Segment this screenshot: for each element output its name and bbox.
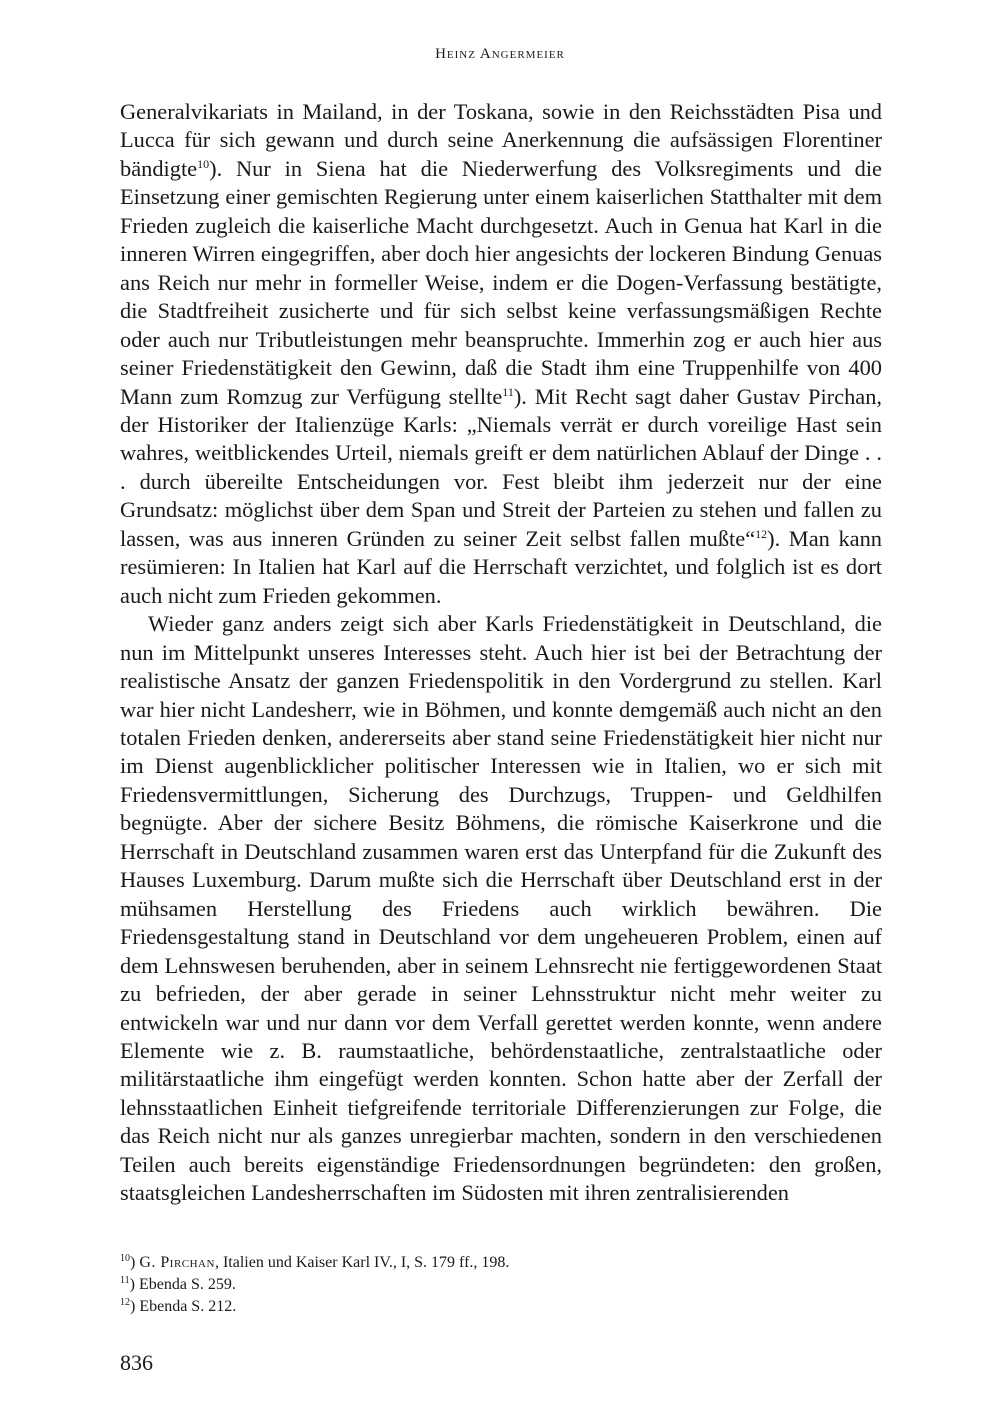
text-run: ). Man kann resümieren: In Italien hat Karl auf die Herrschaft verzichtet, und folglich ist es dort auch nicht zum Frieden gekommen. [120,525,882,608]
paragraph [120,610,882,1208]
footnote-number: 11 [120,1275,130,1286]
footnote: $^{10}$) G. Pirchan, Italien und Kaiser Karl IV., I, S. 179 ff., 198. [120,1253,510,1271]
footnote-text: Ebenda S. 259. [138,1276,236,1293]
footnote-number: 12 [120,1297,130,1308]
running-head: Heinz Angermeier [435,46,565,62]
page-number: 836 [120,1350,153,1375]
footnote-text: , Italien und Kaiser Karl IV., I, S. 179 ff., 198. [214,1254,510,1271]
footnotes [120,1252,880,1318]
footnote-ref-11: 11 [502,384,514,399]
body-text [120,98,882,1208]
footnote-author: G. Pirchan [139,1254,215,1271]
footnote-ref-10: 10 [197,156,210,171]
paragraph [120,98,882,610]
footnote: $^{11}$) Ebenda S. 259. [120,1275,236,1293]
footnote-number: 10 [120,1253,130,1264]
footnote: $^{12}$) Ebenda S. 212. [120,1297,237,1315]
text-run: ). Mit Recht sagt daher Gustav Pirchan, der Historiker der Italienzüge Karls: „Niemals verrät er durch voreilige Hast sein wahres, weitblickendes Urteil, niemals greift er dem natürlichen Ablauf der Dinge . . . durch übereilte Entscheidungen vor. Fest bleibt ihm jederzeit nur der eine Grundsatz: möglichst über dem Span und Streit der Parteien zu stehen und fallen zu lassen, was aus inneren Gründen zu seiner Zeit selbst fallen mußte“ [120,383,882,551]
text-run: ). Nur in Siena hat die Niederwerfung des Volksregiments und die Einsetzung einer gemischten Regierung unter einem kaiserlichen Statthalter mit dem Frieden zugleich die kaiserliche Macht durchgesetzt. Auch in Genua hat Karl in die inneren Wirren eingegriffen, aber doch hier angesichts der lockeren Bindung Genuas ans Reich nur mehr in formeller Weise, indem er die Dogen-Verfassung bestätigte, die Stadtfreiheit zusicherte und für sich selbst keine verfassungsmäßigen Rechte oder auch nur Tributleistungen mehr beanspruchte. Immerhin zog er auch hier aus seiner Friedenstätigkeit den Gewinn, daß die Stadt ihm eine Truppenhilfe von 400 Mann zum Romzug zur Verfügung stellte [120,155,882,409]
footnote-text: Ebenda S. 212. [139,1298,237,1315]
footnote-ref-12: 12 [755,526,768,541]
text-run: Generalvikariats in Mailand, in der Toskana, sowie in den Reichsstädten Pisa und Lucca für sich gewann und durch seine Anerkennung die aufsässigen Florentiner bändigte [120,99,882,181]
text-run: Wieder ganz anders zeigt sich aber Karls Friedenstätigkeit in Deutschland, die nun im Mittelpunkt unseres Interesses steht. Auch hier ist bei der Betrachtung der realistische Ansatz der ganzen Friedenspolitik in den Vordergrund zu stellen. Karl war hier nicht Landesherr, wie in Böhmen, und konnte demgemäß auch nicht an den totalen Frieden denken, andererseits aber stand seine Friedenstätigkeit hier nicht nur im Dienst augenblicklicher politischer Interessen wie in Italien, wo er sich mit Friedensvermittlungen, Sicherung des Durchzugs, Truppen- und Geldhilfen begnügte. Aber der sichere Besitz Böhmens, die römische Kaiserkrone und die Herrschaft in Deutschland zusammen waren erst das Unterpfand für die Zukunft des Hauses Luxemburg. Darum mußte sich die Herrschaft über Deutschland erst in der mühsamen Herstellung des Friedens auch wirklich bewähren. Die Friedensgestaltung stand in Deutschland vor dem ungeheueren Problem, einen auf dem Lehnswesen beruhenden, aber in seinem Lehnsrecht nie fertiggewordenen Staat zu befrieden, der aber gerade in seiner Lehnsstruktur nicht mehr weiter zu entwickeln war und nur dann vor dem Verfall gerettet werden konnte, wenn andere Elemente wie z. B. raumstaatliche, behördenstaatliche, zentralstaatliche oder militärstaatliche ihm eingefügt werden konnten. Schon hatte aber der Zerfall der lehnsstaatlichen Einheit tiefgreifende territoriale Differenzierungen zur Folge, die das Reich nicht nur als ganzes unregierbar machten, sondern in den verschiedenen Teilen auch bereits eigenständige Friedensordnungen begründeten: den großen, staatsgleichen Landesherrschaften im Südosten mit ihren zentralisierenden [120,611,882,1206]
